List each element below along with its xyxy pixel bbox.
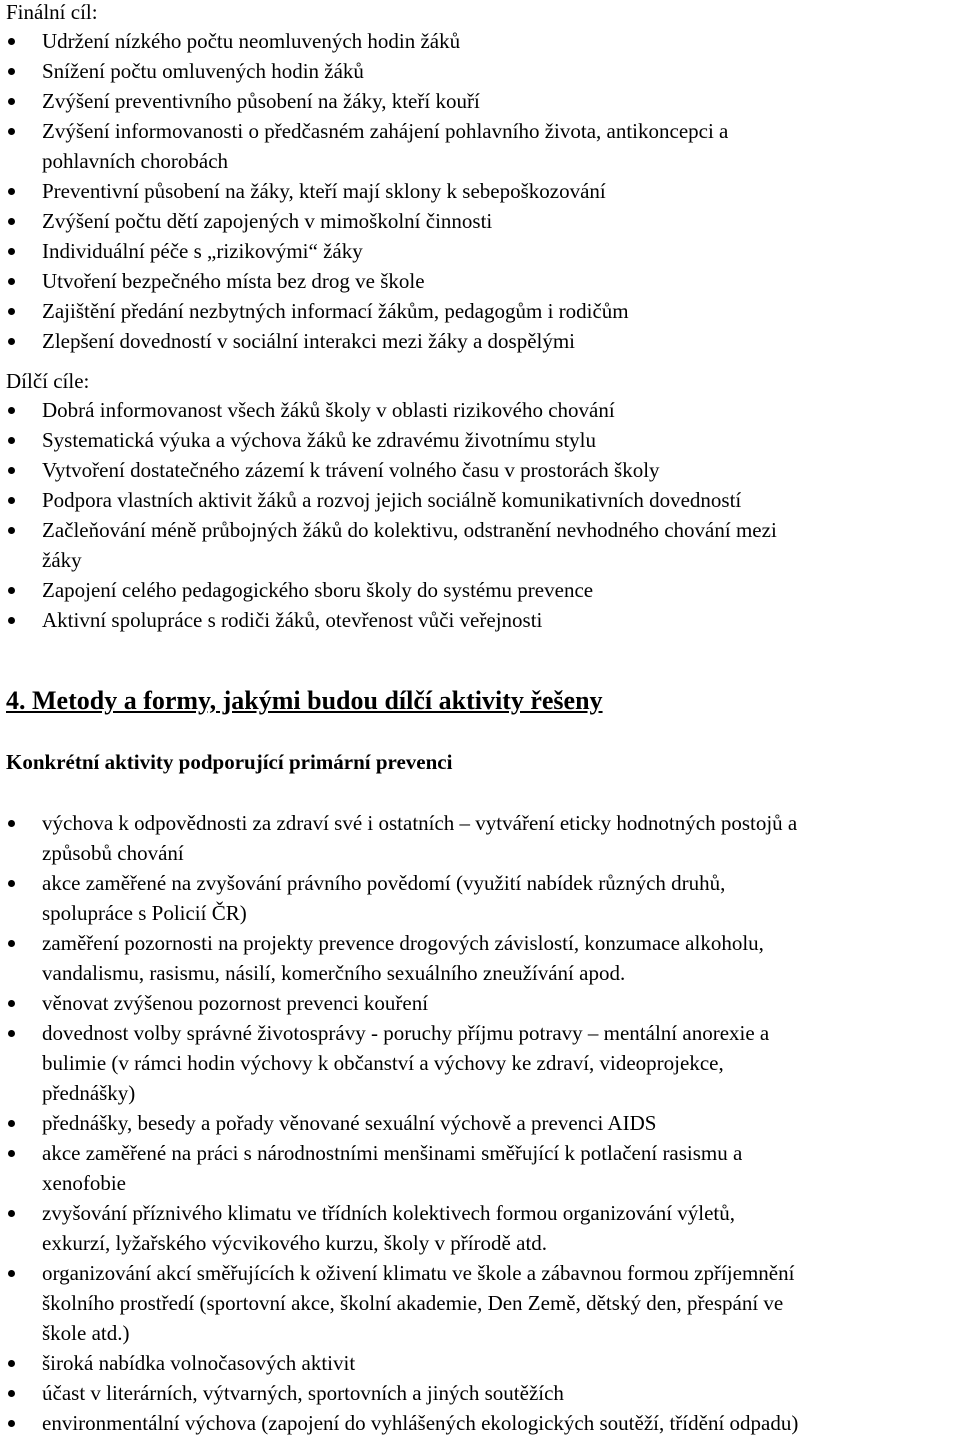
list-item bbox=[0, 236, 960, 266]
list-item bbox=[0, 808, 960, 868]
list-item bbox=[0, 868, 960, 928]
list-item bbox=[0, 1378, 960, 1408]
bullet-icon bbox=[8, 248, 15, 255]
bullet-icon bbox=[8, 338, 15, 345]
list-item bbox=[0, 116, 960, 176]
list-item-text: Udržení nízkého počtu neomluvených hodin žáků bbox=[42, 29, 461, 53]
list-item-text: environmentální výchova (zapojení do vyhlášených ekologických soutěží, třídění odpadu) bbox=[42, 1411, 799, 1435]
list-item-text: žáky bbox=[42, 548, 82, 572]
list-item-text: Utvoření bezpečného místa bez drog ve škole bbox=[42, 269, 425, 293]
bullet-icon bbox=[8, 218, 15, 225]
list-item-text: Zvýšení preventivního působení na žáky, kteří kouří bbox=[42, 89, 480, 113]
bullet-icon bbox=[8, 308, 15, 315]
bullet-icon bbox=[8, 1420, 15, 1427]
list-item-text: škole atd.) bbox=[42, 1321, 130, 1345]
list-item-text: akce zaměřené na zvyšování právního povědomí (využití nabídek různých druhů, bbox=[42, 871, 726, 895]
list-item-text: vandalismu, rasismu, násilí, komerčního sexuálního zneužívání apod. bbox=[42, 961, 626, 985]
section-subheading: Konkrétní aktivity podporující primární prevenci bbox=[6, 750, 453, 774]
bullet-icon bbox=[8, 1210, 15, 1217]
bullet-icon bbox=[8, 1390, 15, 1397]
bullet-icon bbox=[8, 1360, 15, 1367]
partial-goals-label: Dílčí cíle: bbox=[6, 369, 90, 393]
bullet-icon bbox=[8, 820, 15, 827]
bullet-icon bbox=[8, 437, 15, 444]
list-item-text: Zapojení celého pedagogického sboru školy do systému prevence bbox=[42, 578, 594, 602]
list-item-text: Preventivní působení na žáky, kteří mají sklony k sebepoškozování bbox=[42, 179, 606, 203]
list-item-text: Individuální péče s „rizikovými“ žáky bbox=[42, 239, 363, 263]
list-item-text: bulimie (v rámci hodin výchovy k občanství a výchovy ke zdraví, videoprojekce, bbox=[42, 1051, 724, 1075]
list-item bbox=[0, 1108, 960, 1138]
list-item-text: způsobů chování bbox=[42, 841, 184, 865]
bullet-icon bbox=[8, 1270, 15, 1277]
list-item bbox=[0, 485, 960, 515]
list-item-text: účast v literárních, výtvarných, sportovních a jiných soutěžích bbox=[42, 1381, 564, 1405]
list-item bbox=[0, 176, 960, 206]
list-item bbox=[0, 86, 960, 116]
list-item-text: přednášky, besedy a pořady věnované sexuální výchově a prevenci AIDS bbox=[42, 1111, 657, 1135]
list-item bbox=[0, 928, 960, 988]
list-item bbox=[0, 326, 960, 356]
list-item-text: Systematická výuka a výchova žáků ke zdravému životnímu stylu bbox=[42, 428, 597, 452]
list-item bbox=[0, 575, 960, 605]
bullet-icon bbox=[8, 128, 15, 135]
list-item-text: spolupráce s Policií ČR) bbox=[42, 901, 247, 925]
list-item-text: Vytvoření dostatečného zázemí k trávení volného času v prostorách školy bbox=[42, 458, 660, 482]
activities-list bbox=[0, 808, 960, 1438]
list-item bbox=[0, 988, 960, 1018]
bullet-icon bbox=[8, 1000, 15, 1007]
list-item-text: Podpora vlastních aktivit žáků a rozvoj jejich sociálně komunikativních dovedností bbox=[42, 488, 742, 512]
list-item bbox=[0, 1258, 960, 1348]
list-item bbox=[0, 425, 960, 455]
bullet-icon bbox=[8, 940, 15, 947]
list-item-text: pohlavních chorobách bbox=[42, 149, 229, 173]
list-item-text: Zlepšení dovedností v sociální interakci mezi žáky a dospělými bbox=[42, 329, 576, 353]
section-heading: 4. Metody a formy, jakými budou dílčí aktivity řešeny bbox=[6, 686, 603, 715]
list-item-text: výchova k odpovědnosti za zdraví své i ostatních – vytváření eticky hodnotných postojů a bbox=[42, 811, 798, 835]
list-item-text: Zajištění předání nezbytných informací žákům, pedagogům i rodičům bbox=[42, 299, 629, 323]
list-item-text: přednášky) bbox=[42, 1081, 136, 1105]
list-item-text: Snížení počtu omluvených hodin žáků bbox=[42, 59, 364, 83]
final-goals-label: Finální cíl: bbox=[6, 0, 98, 24]
bullet-icon bbox=[8, 1150, 15, 1157]
bullet-icon bbox=[8, 1030, 15, 1037]
list-item bbox=[0, 26, 960, 56]
list-item-text: Zvýšení počtu dětí zapojených v mimoškolní činnosti bbox=[42, 209, 493, 233]
list-item-text: zaměření pozornosti na projekty prevence drogových závislostí, konzumace alkoholu, bbox=[42, 931, 764, 955]
bullet-icon bbox=[8, 617, 15, 624]
list-item bbox=[0, 56, 960, 86]
partial-goals-list bbox=[0, 395, 960, 635]
list-item bbox=[0, 455, 960, 485]
list-item-text: Začleňování méně průbojných žáků do kolektivu, odstranění nevhodného chování mezi bbox=[42, 518, 777, 542]
list-item bbox=[0, 515, 960, 575]
list-item-text: věnovat zvýšenou pozornost prevenci kouření bbox=[42, 991, 429, 1015]
bullet-icon bbox=[8, 38, 15, 45]
list-item-text: školního prostředí (sportovní akce, školní akademie, Den Země, dětský den, přespání ve bbox=[42, 1291, 784, 1315]
bullet-icon bbox=[8, 278, 15, 285]
bullet-icon bbox=[8, 407, 15, 414]
bullet-icon bbox=[8, 1120, 15, 1127]
list-item bbox=[0, 1198, 960, 1258]
list-item-text: široká nabídka volnočasových aktivit bbox=[42, 1351, 356, 1375]
list-item bbox=[0, 395, 960, 425]
bullet-icon bbox=[8, 527, 15, 534]
bullet-icon bbox=[8, 98, 15, 105]
list-item bbox=[0, 1018, 960, 1108]
bullet-icon bbox=[8, 880, 15, 887]
list-item bbox=[0, 1138, 960, 1198]
list-item bbox=[0, 296, 960, 326]
list-item-text: Dobrá informovanost všech žáků školy v oblasti rizikového chování bbox=[42, 398, 615, 422]
bullet-icon bbox=[8, 188, 15, 195]
list-item-text: Zvýšení informovanosti o předčasném zahájení pohlavního života, antikoncepci a bbox=[42, 119, 729, 143]
list-item bbox=[0, 1348, 960, 1378]
list-item-text: Aktivní spolupráce s rodiči žáků, otevřenost vůči veřejnosti bbox=[42, 608, 543, 632]
bullet-icon bbox=[8, 497, 15, 504]
list-item-text: organizování akcí směřujících k oživení klimatu ve škole a zábavnou formou zpříjemnění bbox=[42, 1261, 795, 1285]
list-item bbox=[0, 605, 960, 635]
bullet-icon bbox=[8, 467, 15, 474]
final-goals-list bbox=[0, 26, 960, 356]
bullet-icon bbox=[8, 68, 15, 75]
list-item-text: xenofobie bbox=[42, 1171, 126, 1195]
list-item bbox=[0, 1408, 960, 1438]
list-item-text: dovednost volby správné životosprávy - poruchy příjmu potravy – mentální anorexie a bbox=[42, 1021, 770, 1045]
list-item-text: akce zaměřené na práci s národnostními menšinami směřující k potlačení rasismu a bbox=[42, 1141, 743, 1165]
list-item-text: zvyšování příznivého klimatu ve třídních kolektivech formou organizování výletů, bbox=[42, 1201, 736, 1225]
bullet-icon bbox=[8, 587, 15, 594]
list-item bbox=[0, 266, 960, 296]
list-item-text: exkurzí, lyžařského výcvikového kurzu, školy v přírodě atd. bbox=[42, 1231, 548, 1255]
list-item bbox=[0, 206, 960, 236]
